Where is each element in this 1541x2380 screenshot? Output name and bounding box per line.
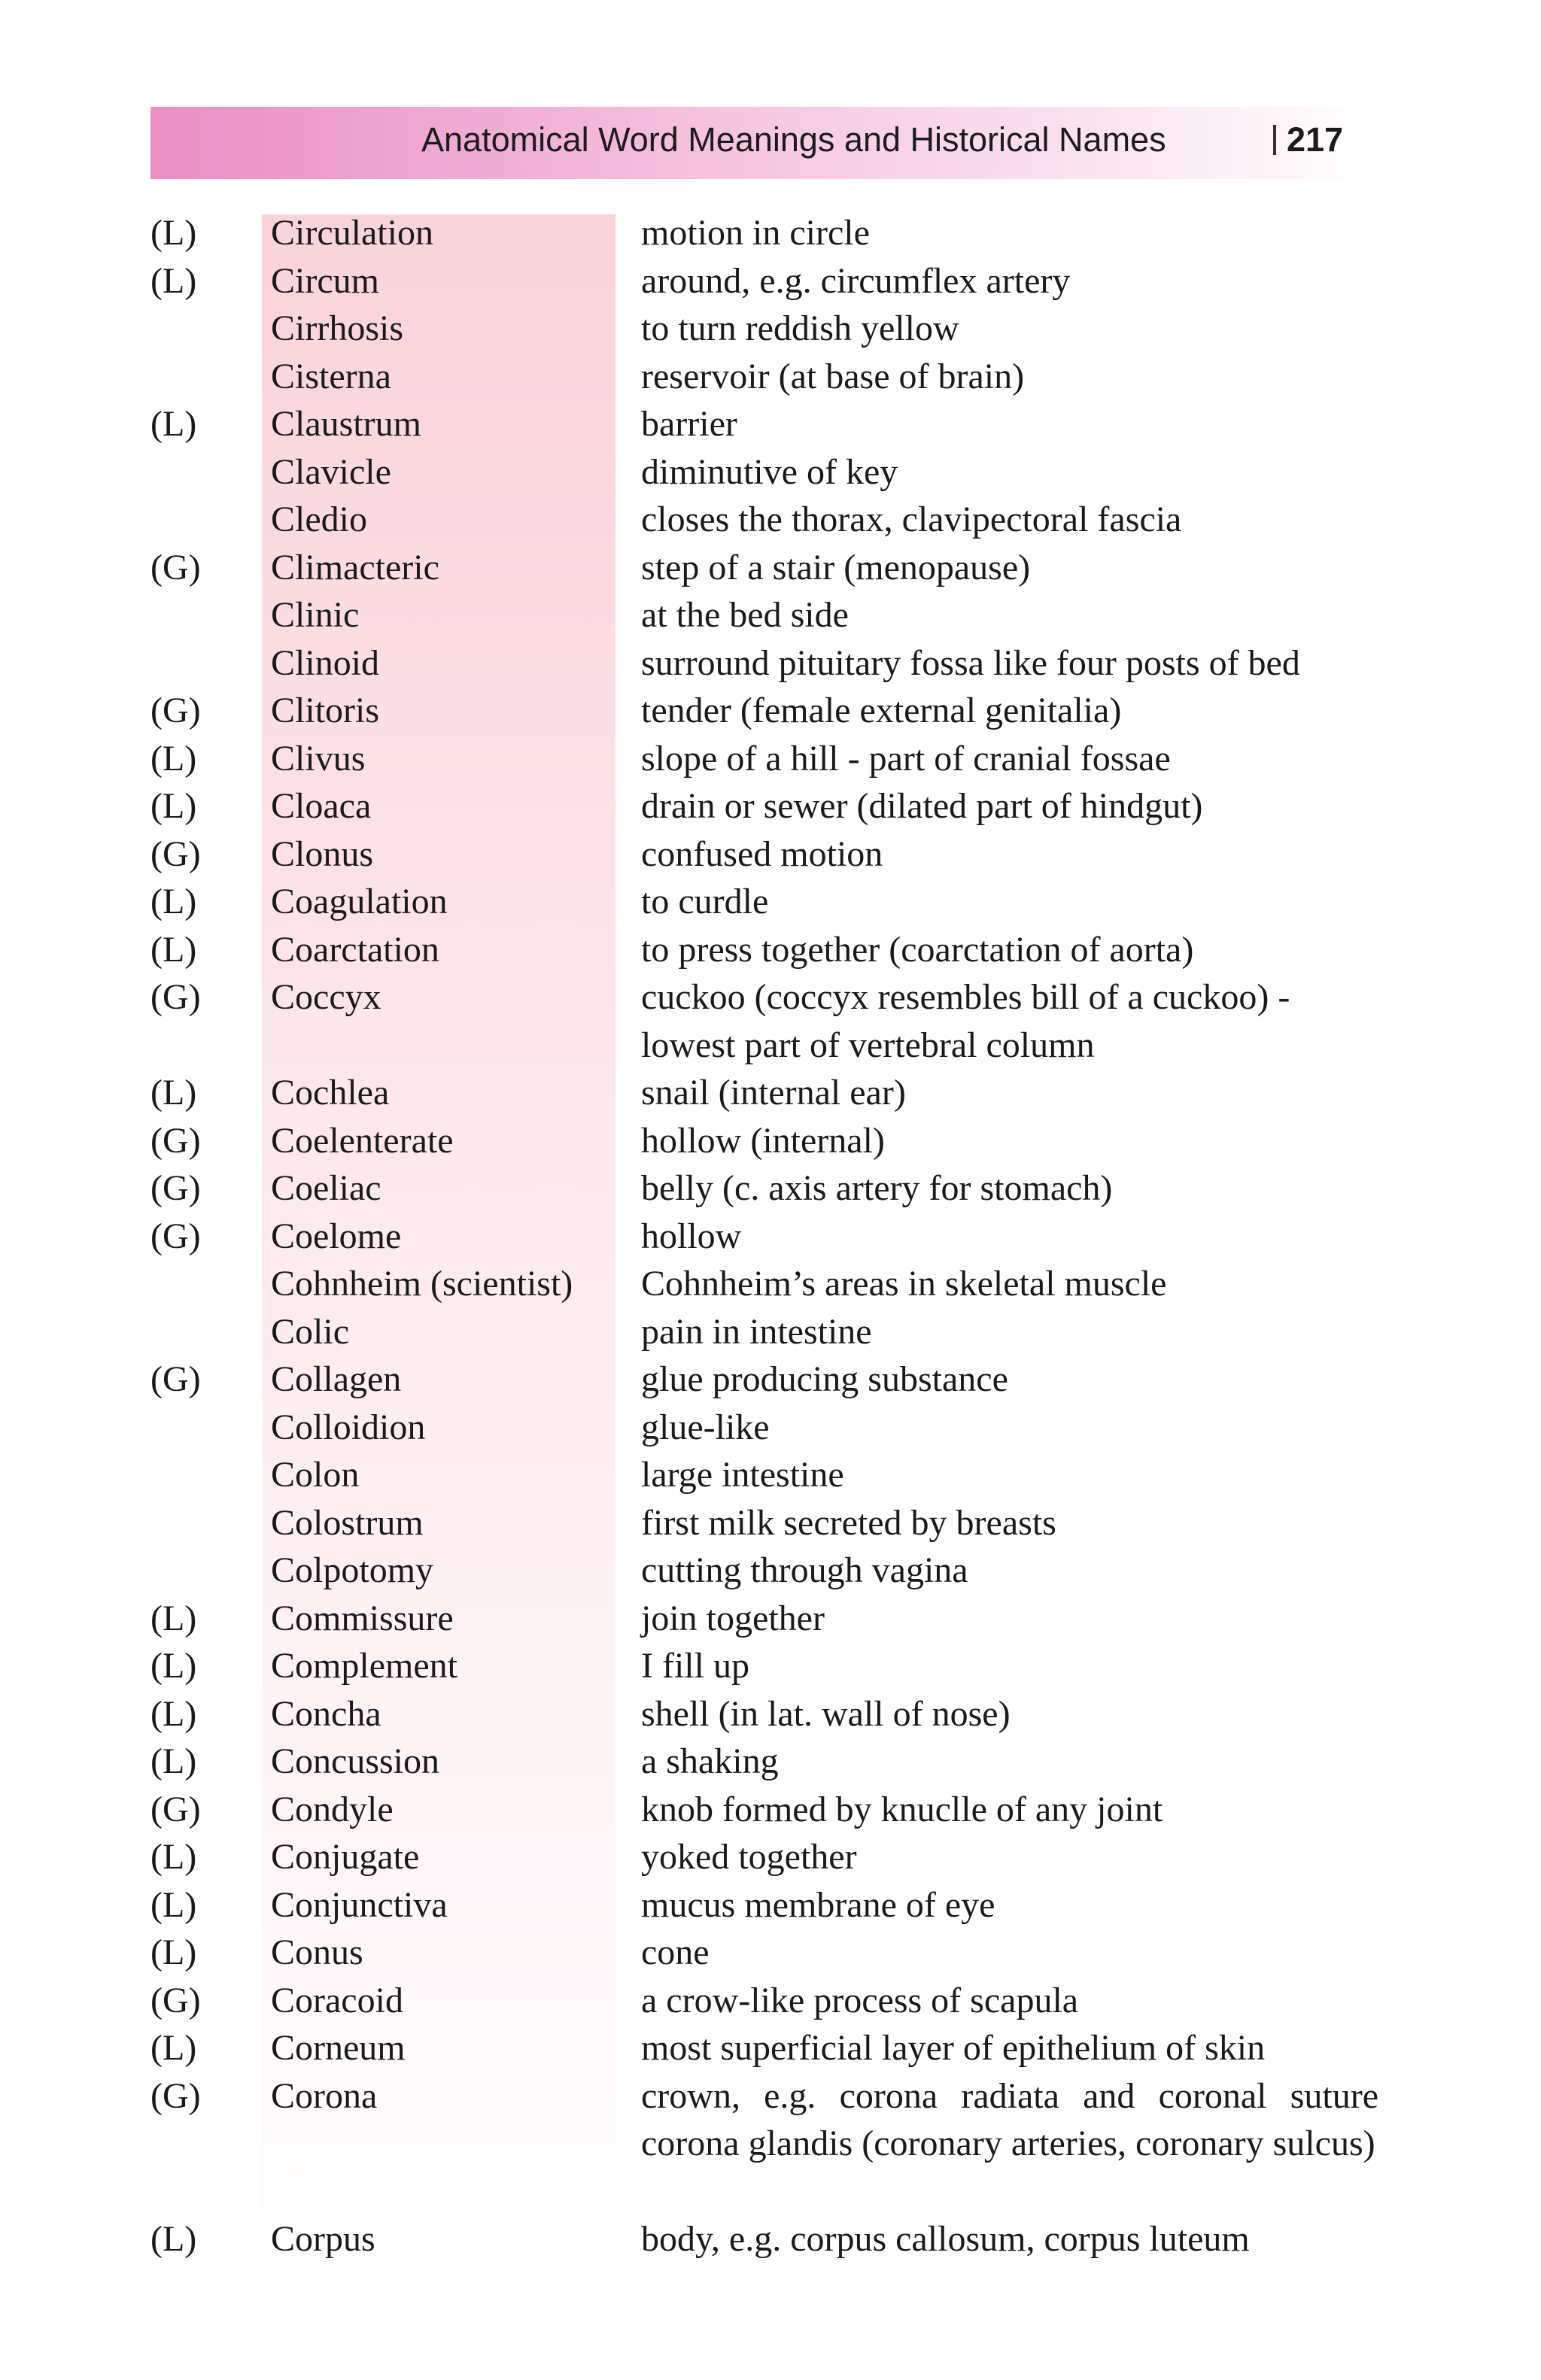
glossary-entry xyxy=(0,1404,1541,1452)
meaning: hollow (internal) xyxy=(641,1120,885,1161)
term: Cirrhosis xyxy=(271,308,404,348)
meaning: closes the thorax, clavipectoral fascia xyxy=(641,499,1182,539)
meaning: drain or sewer (dilated part of hindgut) xyxy=(641,786,1203,826)
language-tag: (L) xyxy=(150,1598,197,1638)
meaning: diminutive of key xyxy=(641,451,898,492)
glossary-entry xyxy=(0,1260,1541,1308)
term: Complement xyxy=(271,1646,457,1686)
meaning: motion in circle xyxy=(641,213,870,253)
glossary-entry xyxy=(0,448,1541,496)
meaning: pain in intestine xyxy=(641,1311,872,1352)
meaning: most superficial layer of epithelium of skin xyxy=(641,2028,1266,2068)
term: Cochlea xyxy=(271,1073,390,1113)
term: Coelome xyxy=(271,1216,402,1256)
glossary-entry xyxy=(0,687,1541,735)
language-tag: (L) xyxy=(150,213,197,253)
glossary-entry xyxy=(0,1069,1541,1117)
term: Cledio xyxy=(271,499,367,539)
glossary-entry xyxy=(0,782,1541,830)
term: Colostrum xyxy=(271,1502,424,1543)
language-tag: (L) xyxy=(150,404,197,444)
meaning: crown, e.g. corona radiata and coronal suture corona glandis (coronary arteries, coronary sulcus) xyxy=(641,2075,1378,2163)
term: Coarctation xyxy=(271,929,439,970)
term: Cisterna xyxy=(271,356,391,396)
term: Coeliac xyxy=(271,1168,381,1208)
language-tag: (G) xyxy=(150,1120,201,1161)
language-tag: (G) xyxy=(150,977,201,1017)
glossary-entry xyxy=(0,1833,1541,1881)
meaning: belly (c. axis artery for stomach) xyxy=(641,1168,1113,1208)
glossary-entry xyxy=(0,1117,1541,1165)
language-tag: (G) xyxy=(150,833,201,874)
term: Conjunctiva xyxy=(271,1884,448,1925)
glossary-entry xyxy=(0,2072,1541,2216)
glossary-entry xyxy=(0,639,1541,688)
glossary-entry xyxy=(0,1355,1541,1404)
meaning: to turn reddish yellow xyxy=(641,308,959,348)
term: Coracoid xyxy=(271,1980,403,2020)
glossary-entry xyxy=(0,2215,1541,2263)
language-tag: (L) xyxy=(150,929,197,970)
language-tag: (L) xyxy=(150,1693,197,1734)
language-tag: (L) xyxy=(150,1646,197,1686)
language-tag: (L) xyxy=(150,1884,197,1925)
glossary-entry xyxy=(0,1164,1541,1213)
language-tag: (G) xyxy=(150,1789,201,1829)
meaning: glue producing substance xyxy=(641,1359,1008,1399)
meaning: a crow-like process of scapula xyxy=(641,1980,1079,2020)
running-header-title: Anatomical Word Meanings and Historical Names xyxy=(421,120,1166,159)
language-tag: (L) xyxy=(150,2028,197,2068)
glossary-entry xyxy=(0,1977,1541,2025)
meaning: step of a stair (menopause) xyxy=(641,547,1031,587)
meaning: hollow xyxy=(641,1216,742,1256)
language-tag: (G) xyxy=(150,1216,201,1256)
language-tag: (L) xyxy=(150,1073,197,1113)
term: Condyle xyxy=(271,1789,394,1829)
glossary-entry xyxy=(0,353,1541,401)
term: Colloidion xyxy=(271,1407,426,1447)
meaning: knob formed by knuclle of any joint xyxy=(641,1789,1163,1829)
language-tag: (L) xyxy=(150,1837,197,1877)
language-tag: (L) xyxy=(150,1741,197,1781)
glossary-entry xyxy=(0,1499,1541,1547)
term: Coelenterate xyxy=(271,1120,454,1161)
term: Colpotomy xyxy=(271,1550,434,1590)
page-number: 217 xyxy=(1287,120,1344,159)
meaning: glue-like xyxy=(641,1407,770,1447)
term: Climacteric xyxy=(271,547,439,587)
glossary-entry xyxy=(0,878,1541,926)
term: Colon xyxy=(271,1455,360,1495)
glossary-entry xyxy=(0,1690,1541,1738)
meaning: to press together (coarctation of aorta) xyxy=(641,929,1194,970)
term: Circulation xyxy=(271,213,433,253)
glossary-entry xyxy=(0,1738,1541,1786)
term: Commissure xyxy=(271,1598,454,1638)
glossary-entry xyxy=(0,1547,1541,1595)
meaning: at the bed side xyxy=(641,595,849,635)
term: Clinoid xyxy=(271,642,380,683)
term: Corona xyxy=(271,2075,378,2116)
glossary-entry xyxy=(0,591,1541,639)
language-tag: (G) xyxy=(150,2075,201,2116)
glossary-entry xyxy=(0,257,1541,305)
term: Coagulation xyxy=(271,882,448,921)
term: Claustrum xyxy=(271,404,421,444)
meaning: barrier xyxy=(641,404,737,444)
term: Clivus xyxy=(271,738,366,779)
language-tag: (G) xyxy=(150,547,201,587)
meaning: I fill up xyxy=(641,1646,749,1686)
meaning: large intestine xyxy=(641,1455,844,1495)
language-tag: (G) xyxy=(150,691,201,730)
term: Cohnheim (scientist) xyxy=(271,1264,573,1304)
meaning: first milk secreted by breasts xyxy=(641,1502,1056,1543)
glossary-entry xyxy=(0,1451,1541,1499)
header-separator xyxy=(1273,125,1276,155)
glossary-entry xyxy=(0,496,1541,544)
meaning: confused motion xyxy=(641,833,883,874)
meaning: surround pituitary fossa like four posts of bed xyxy=(641,642,1300,683)
meaning: body, e.g. corpus callosum, corpus luteum xyxy=(641,2219,1250,2259)
term: Concussion xyxy=(271,1741,440,1781)
meaning: to curdle xyxy=(641,882,769,921)
language-tag: (G) xyxy=(150,1359,201,1399)
language-tag: (L) xyxy=(150,2219,197,2259)
glossary-entry xyxy=(0,305,1541,353)
meaning: slope of a hill - part of cranial fossae xyxy=(641,738,1171,779)
glossary-entry xyxy=(0,1881,1541,1929)
glossary-entry xyxy=(0,1213,1541,1261)
language-tag: (L) xyxy=(150,1932,197,1972)
glossary-entry xyxy=(0,830,1541,879)
meaning: mucus membrane of eye xyxy=(641,1884,995,1925)
term: Collagen xyxy=(271,1359,402,1399)
term: Cloaca xyxy=(271,786,372,826)
language-tag: (L) xyxy=(150,260,197,301)
glossary-entry xyxy=(0,973,1541,1069)
meaning: reservoir (at base of brain) xyxy=(641,356,1025,396)
term: Corpus xyxy=(271,2219,375,2259)
language-tag: (L) xyxy=(150,882,197,921)
glossary-entry xyxy=(0,400,1541,448)
term: Coccyx xyxy=(271,977,381,1017)
language-tag: (G) xyxy=(150,1168,201,1208)
meaning: cuckoo (coccyx resembles bill of a cuckoo) - lowest part of vertebral column xyxy=(641,977,1290,1065)
meaning: tender (female external genitalia) xyxy=(641,691,1122,730)
glossary-entry xyxy=(0,1786,1541,1834)
glossary-entry xyxy=(0,2024,1541,2072)
term: Clitoris xyxy=(271,691,380,730)
language-tag: (G) xyxy=(150,1980,201,2020)
meaning: cutting through vagina xyxy=(641,1550,968,1590)
term: Conjugate xyxy=(271,1837,420,1877)
term: Clonus xyxy=(271,833,374,874)
glossary-entry xyxy=(0,1642,1541,1690)
meaning: cone xyxy=(641,1932,710,1972)
glossary-entry xyxy=(0,209,1541,257)
term: Colic xyxy=(271,1311,349,1352)
term: Corneum xyxy=(271,2028,406,2068)
term: Conus xyxy=(271,1932,363,1972)
glossary-entry xyxy=(0,1595,1541,1643)
language-tag: (L) xyxy=(150,786,197,826)
meaning: join together xyxy=(641,1598,825,1638)
glossary-entry xyxy=(0,544,1541,592)
meaning: yoked together xyxy=(641,1837,857,1877)
meaning: snail (internal ear) xyxy=(641,1073,906,1113)
glossary-entry xyxy=(0,735,1541,783)
glossary-list xyxy=(0,209,1541,2263)
term: Circum xyxy=(271,260,379,301)
meaning: shell (in lat. wall of nose) xyxy=(641,1693,1011,1734)
meaning: Cohnheim’s areas in skeletal muscle xyxy=(641,1264,1167,1304)
term: Clinic xyxy=(271,595,360,635)
glossary-entry xyxy=(0,1929,1541,1977)
meaning: around, e.g. circumflex artery xyxy=(641,260,1071,301)
term: Concha xyxy=(271,1693,381,1734)
meaning: a shaking xyxy=(641,1741,779,1781)
glossary-entry xyxy=(0,1308,1541,1356)
term: Clavicle xyxy=(271,451,391,492)
language-tag: (L) xyxy=(150,738,197,779)
glossary-entry xyxy=(0,926,1541,974)
